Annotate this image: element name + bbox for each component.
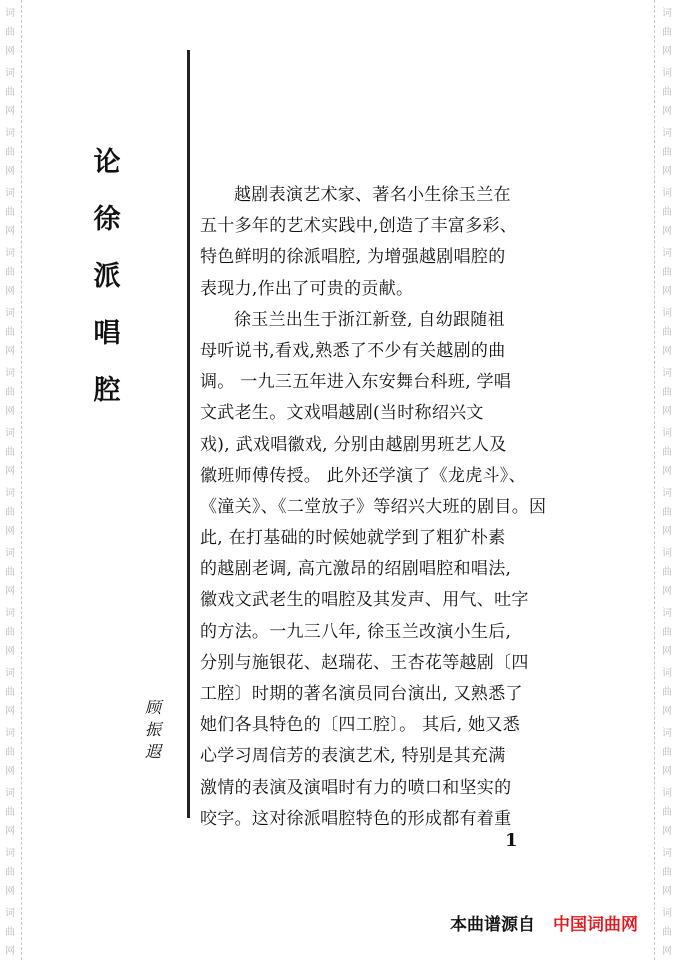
watermark-char: 网 [662,46,672,57]
watermark-char: 词 [662,488,672,499]
watermark-char: 网 [662,646,672,657]
body-line: 五十多年的艺术实践中,创造了丰富多彩、 [200,216,518,237]
watermark-char: 词 [5,908,15,919]
body-line: 徽班师傅传授。 此外还学演了《龙虎斗》、 [200,465,526,486]
watermark-char: 网 [5,166,15,177]
watermark-char: 网 [5,526,15,537]
watermark-char: 曲 [5,327,15,338]
watermark-group [657,364,677,421]
body-line: 徐玉兰出生于浙江新登, 自幼跟随祖 [234,309,505,330]
margin-dashed-line-right [654,0,655,960]
watermark-char: 词 [5,248,15,259]
watermark-group [657,844,677,901]
watermark-char: 词 [5,368,15,379]
watermark-char: 词 [662,848,672,859]
watermark-char: 网 [662,166,672,177]
title-char: 论 [93,147,121,178]
watermark-group [0,904,20,961]
watermark-group [0,544,20,601]
watermark-char: 网 [662,526,672,537]
watermark-char: 网 [662,766,672,777]
watermark-group [657,484,677,541]
watermark-char: 曲 [662,447,672,458]
watermark-char: 网 [5,46,15,57]
watermark-char: 网 [662,886,672,897]
source-footer [450,910,638,935]
watermark-char: 曲 [5,687,15,698]
watermark-group [0,304,20,361]
watermark-char: 曲 [5,567,15,578]
watermark-char: 词 [662,548,672,559]
body-line: 文武老生。文戏唱越剧(当时称绍兴文 [200,403,484,424]
body-line: 调。 一九三五年进入东安舞台科班, 学唱 [200,372,512,393]
watermark-char: 曲 [5,807,15,818]
watermark-group [657,904,677,961]
watermark-group [0,664,20,721]
watermark-group [0,424,20,481]
watermark-char: 曲 [662,627,672,638]
watermark-char: 网 [662,706,672,717]
watermark-char: 词 [662,68,672,79]
watermark-char: 网 [5,646,15,657]
watermark-char: 词 [5,548,15,559]
watermark-char: 曲 [5,87,15,98]
watermark-char: 词 [662,728,672,739]
watermark-char: 曲 [662,87,672,98]
watermark-char: 曲 [662,747,672,758]
watermark-char: 词 [5,788,15,799]
watermark-char: 词 [662,608,672,619]
watermark-char: 曲 [5,507,15,518]
watermark-char: 词 [662,668,672,679]
watermark-char: 词 [662,248,672,259]
watermark-char: 曲 [662,687,672,698]
watermark-char: 曲 [5,627,15,638]
watermark-char: 网 [5,586,15,597]
body-line: 戏), 武戏唱徽戏, 分别由越剧男班艺人及 [200,434,507,455]
body-line: 她们各具特色的〔四工腔〕。 其后, 她又悉 [200,715,521,736]
margin-dashed-line-left [21,0,22,960]
watermark-group [0,64,20,121]
watermark-char: 网 [5,706,15,717]
watermark-char: 词 [5,608,15,619]
watermark-group [0,784,20,841]
watermark-char: 词 [5,308,15,319]
site-name-link[interactable]: 中国词曲网 [553,915,638,935]
body-line: 越剧表演艺术家、著名小生徐玉兰在 [234,185,511,205]
watermark-char: 曲 [662,207,672,218]
watermark-char: 网 [662,286,672,297]
watermark-char: 网 [5,766,15,777]
title-char: 徐 [93,204,121,235]
watermark-char: 词 [662,8,672,19]
watermark-char: 词 [662,308,672,319]
watermark-char: 网 [5,406,15,417]
body-line: 工腔〕时期的著名演员同台演出, 又熟悉了 [200,684,523,704]
source-label: 本曲谱源自 [450,915,535,935]
watermark-group [657,244,677,301]
watermark-char: 曲 [5,927,15,938]
author-name [143,695,163,761]
watermark-char: 曲 [5,747,15,758]
watermark-char: 词 [662,368,672,379]
watermark-char: 曲 [5,207,15,218]
watermark-group [0,724,20,781]
watermark-char: 词 [5,428,15,439]
watermark-char: 网 [5,226,15,237]
watermark-group [0,4,20,61]
watermark-char: 曲 [5,867,15,878]
watermark-group [0,604,20,661]
watermark-char: 网 [662,226,672,237]
watermark-char: 词 [662,788,672,799]
watermark-char: 词 [5,848,15,859]
watermark-char: 词 [5,728,15,739]
watermark-char: 词 [5,8,15,19]
author-char: 振 [144,720,161,739]
body-line: 的方法。一九三八年, 徐玉兰改演小生后, [200,621,512,642]
watermark-char: 网 [662,946,672,957]
body-line: 母听说书,看戏,熟悉了不少有关越剧的曲 [200,340,506,361]
body-line: 表现力,作出了可贵的贡献。 [200,278,414,299]
watermark-char: 词 [662,428,672,439]
watermark-group [657,304,677,361]
watermark-char: 网 [5,286,15,297]
watermark-char: 网 [662,586,672,597]
title-char: 腔 [93,375,121,406]
watermark-group [0,244,20,301]
watermark-group [0,124,20,181]
watermark-char: 词 [5,68,15,79]
watermark-char: 曲 [662,927,672,938]
watermark-group [657,424,677,481]
watermark-group [657,724,677,781]
watermark-group [0,364,20,421]
watermark-char: 曲 [662,867,672,878]
watermark-char: 词 [662,908,672,919]
watermark-group [657,124,677,181]
watermark-group [0,484,20,541]
title-char: 派 [93,261,121,292]
watermark-char: 曲 [662,507,672,518]
body-line: 特色鲜明的徐派唱腔, 为增强越剧唱腔的 [200,247,506,268]
body-line: 分别与施银花、赵瑞花、王杏花等越剧〔四 [200,652,529,673]
body-line: 激情的表演及演唱时有力的喷口和坚实的 [200,777,512,798]
body-line: 的越剧老调, 高亢激昂的绍剧唱腔和唱法, [200,559,512,580]
watermark-char: 网 [5,466,15,477]
watermark-group [657,604,677,661]
watermark-char: 网 [5,886,15,897]
watermark-char: 曲 [662,387,672,398]
author-char: 顾 [144,698,161,717]
watermark-char: 曲 [662,327,672,338]
watermark-char: 词 [5,128,15,139]
watermark-char: 网 [5,826,15,837]
watermark-char: 词 [5,668,15,679]
watermark-char: 曲 [662,147,672,158]
body-line: 咬字。这对徐派唱腔特色的形成都有着重 [200,808,512,829]
watermark-char: 曲 [5,387,15,398]
watermark-group [657,544,677,601]
watermark-char: 曲 [5,147,15,158]
body-line: 《潼关》、《二堂放子》等绍兴大班的剧目。因 [200,496,547,517]
watermark-char: 曲 [662,567,672,578]
watermark-char: 网 [5,946,15,957]
watermark-group [0,184,20,241]
watermark-char: 词 [5,488,15,499]
page-number: 1 [505,830,518,851]
watermark-char: 网 [662,406,672,417]
watermark-char: 网 [662,466,672,477]
watermark-group [0,844,20,901]
watermark-group [657,784,677,841]
watermark-char: 曲 [5,267,15,278]
watermark-char: 网 [662,826,672,837]
watermark-char: 曲 [662,267,672,278]
article-title [90,140,124,425]
watermark-char: 曲 [5,27,15,38]
watermark-char: 曲 [5,447,15,458]
watermark-char: 曲 [662,807,672,818]
watermark-char: 网 [5,346,15,357]
body-line: 心学习周信芳的表演艺术, 特别是其充满 [200,746,506,767]
article-body [200,180,547,835]
vertical-rule [187,50,190,818]
watermark-char: 曲 [662,27,672,38]
watermark-char: 词 [5,188,15,199]
author-char: 遐 [144,742,161,761]
watermark-group [657,664,677,721]
body-line: 此, 在打基础的时候她就学到了粗犷朴素 [200,528,506,549]
watermark-char: 网 [662,106,672,117]
title-char: 唱 [93,318,121,349]
watermark-group [657,64,677,121]
body-line: 徽戏文武老生的唱腔及其发声、用气、吐字 [200,590,529,611]
watermark-group [657,184,677,241]
watermark-char: 词 [662,128,672,139]
watermark-char: 词 [662,188,672,199]
watermark-group [657,4,677,61]
watermark-char: 网 [662,346,672,357]
watermark-char: 网 [5,106,15,117]
